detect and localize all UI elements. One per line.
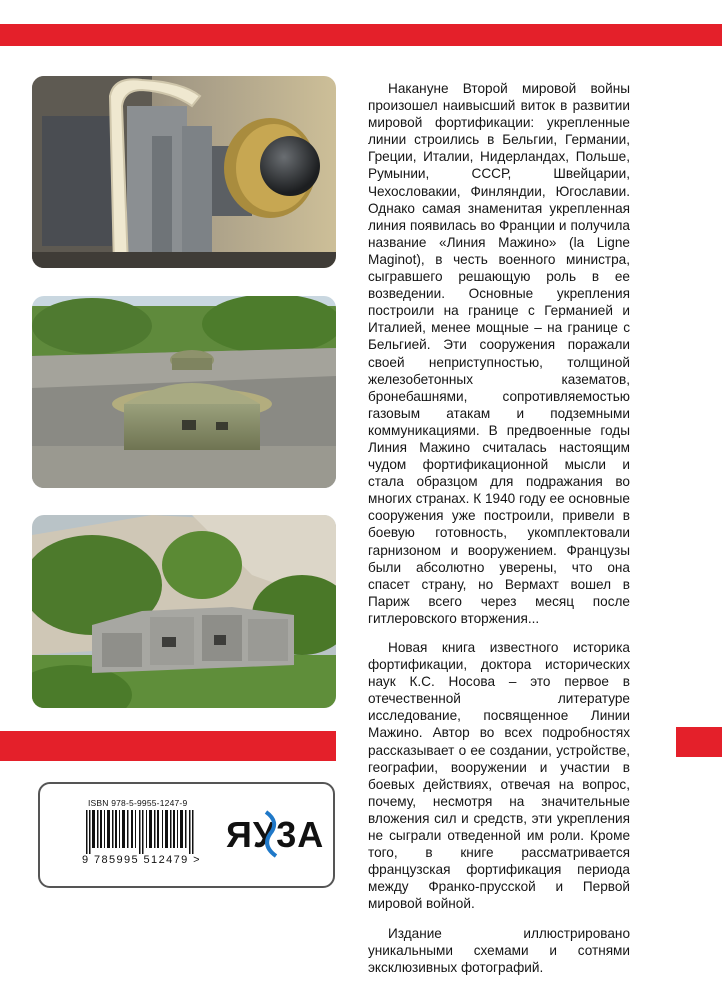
left-red-stripe xyxy=(0,731,336,761)
paragraph-book: Новая книга известного историка фортификации, доктора исторических наук К.С. Носова – это первое в отечественной литературе исследование, посвященное Линии Мажино. Автор во всех подробностях рассказывает о ее создании, устройстве, географии, вооружении и участии в боевых действиях, отвечая на вопрос, почему, несмотря на значительные вложения сил и средств, эти укрепления не сыграли отведенной им роли. Кроме того, в книге рассматривается французская фортификация периода между Франко-прусской и Первой мировой войной. xyxy=(368,640,630,912)
paragraph-illustrations: Издание иллюстрировано уникальными схемами и сотнями эксклюзивных фотографий. xyxy=(368,925,630,975)
publisher-logo-text: ЯУ3А xyxy=(226,814,325,855)
paragraph-intro: Накануне Второй мировой войны произошел наивысший виток в развитии мировой фортификации: укрепленные линии строились в Бельгии, Германии, Греции, Италии, Нидерландах, Польше, Румынии, СССР, Швейцарии, Чехословакии, Финляндии, Югославии. Однако самая знаменитая укрепленная линия появилась во Франции и получила название «Линия Мажино» (la Ligne Maginot), в честь военного министра, сыгравшего решающую роль в ее возведении. Основные укрепления построили на границе с Германией и Италией, менее мощные – на границе с Бельгией. Эти сооружения поражали своей неприступностью, толщиной железобетонных казематов, бронебашнями, сопротивляемостью газовым атакам и подземными коммуникациями. В предвоенные годы Линия Мажино считалась настоящим чудом фортификационной мысли и стала образцом для подражания во многих странах. К 1940 году ее основные сооружения уже построили, привели в боевую готовность, укомплектовали гарнизоном и вооружением. Французы были абсолютно уверены, что она спасет страну, но Вермахт вошел в Париж всего через месяц после гитлеровского вторжения... xyxy=(368,81,630,626)
photo-armored-cupola xyxy=(32,296,336,488)
barcode xyxy=(86,810,198,854)
barcode-digits: 9 785995 512479 > xyxy=(82,854,201,866)
publisher-logo xyxy=(226,808,325,860)
isbn-number: ISBN 978-5-9955-1247-9 xyxy=(88,798,188,808)
right-red-tab xyxy=(676,727,722,757)
publisher-wave-icon xyxy=(262,808,284,860)
top-red-stripe xyxy=(0,24,722,46)
back-cover-text xyxy=(368,80,630,988)
photo-mountain-casemate xyxy=(32,515,336,708)
photo-periscope-mechanism xyxy=(32,76,336,268)
isbn-box xyxy=(38,782,335,888)
